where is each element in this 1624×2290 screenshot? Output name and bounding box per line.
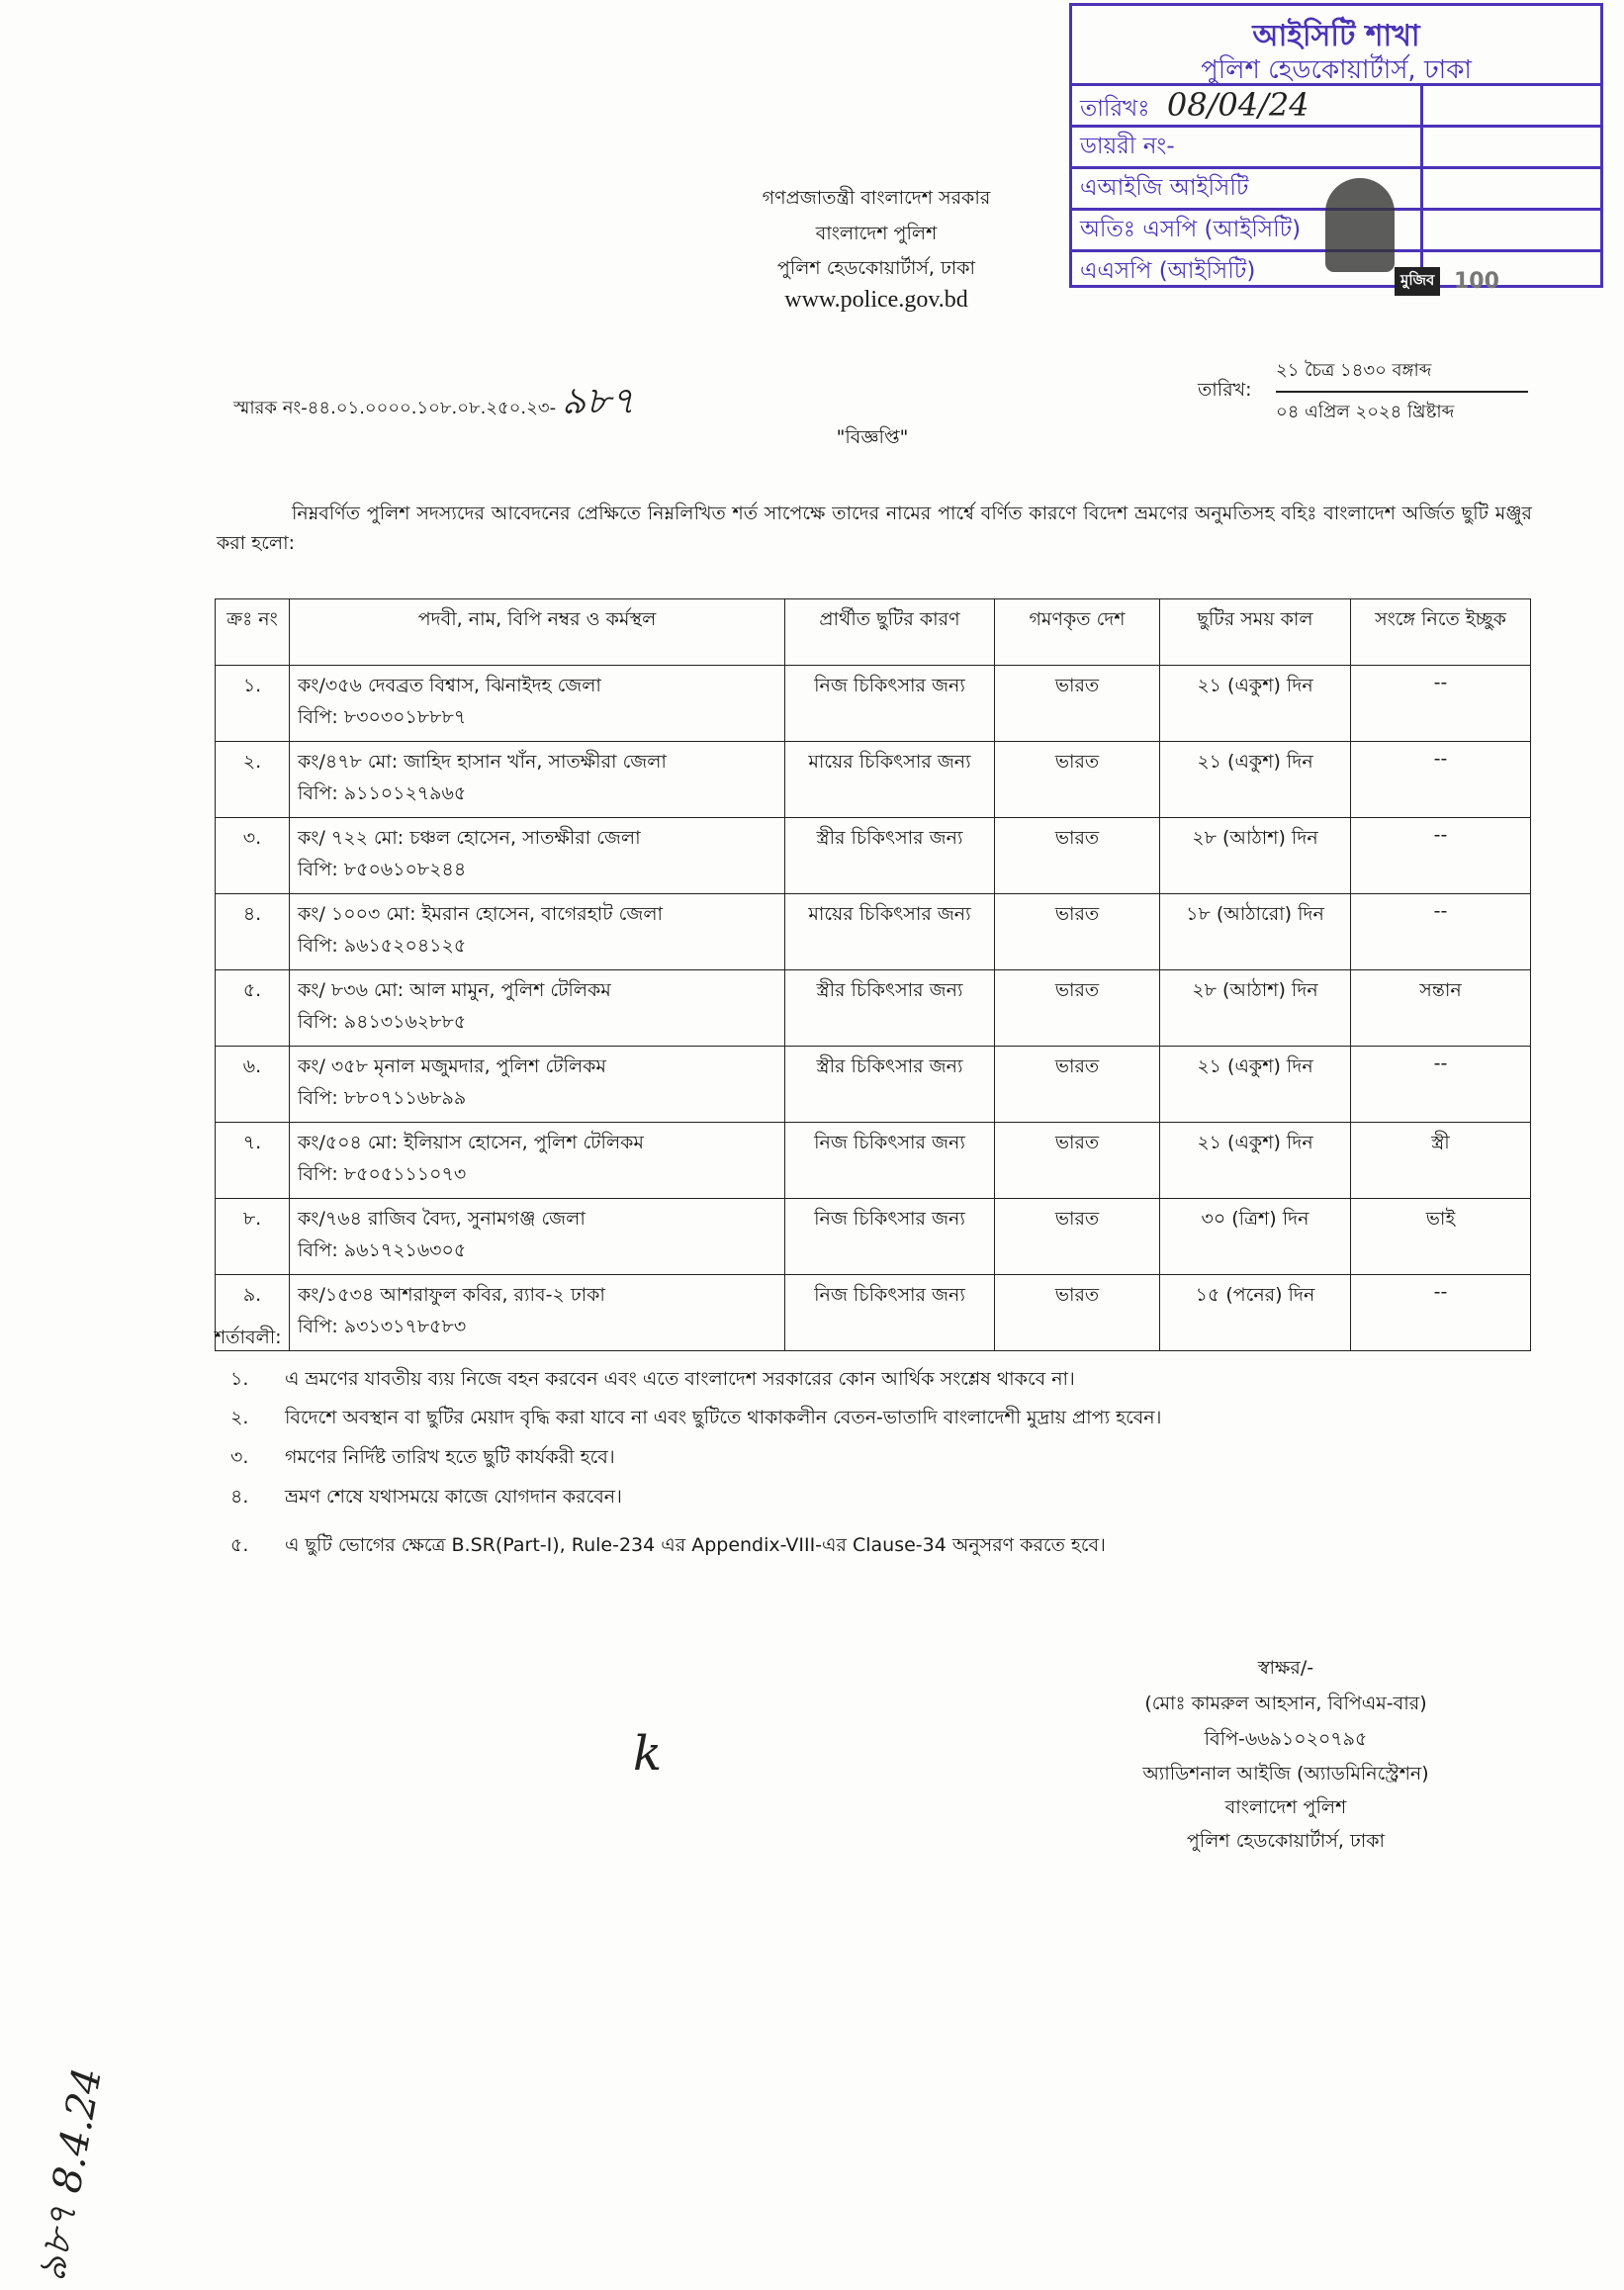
handwritten-date: 08/04/24 — [1166, 86, 1309, 124]
table-row — [216, 818, 1531, 894]
col-country: গমণকৃত দেশ — [995, 599, 1160, 666]
signatory-office: পুলিশ হেডকোয়ার্টার্স, ঢাকা — [1186, 1830, 1386, 1852]
condition-item — [230, 1531, 1106, 1563]
date-label: তারিখ: — [1198, 379, 1252, 401]
cell-name — [290, 1123, 785, 1199]
condition-number: ৪. — [230, 1486, 249, 1508]
condition-text: এ ছুটি ভোগের ক্ষেত্রে B.SR(Part-I), Rule-234 এর Appendix-VIII-এর Clause-34 অনুসরণ করতে হবে। — [285, 1534, 1106, 1556]
member-name: কং/ ৩৫৮ মৃনাল মজুমদার, পুলিশ টেলিকম — [298, 1055, 606, 1077]
table-row — [216, 894, 1531, 970]
header-website[interactable]: www.police.gov.bd — [784, 287, 968, 313]
member-bp: বিপি: ৮৮০৭১১৬৮৯৯ — [298, 1087, 467, 1109]
member-bp: বিপি: ৯৪১৩১৬২৮৮৫ — [298, 1011, 467, 1033]
notice-title: "বিজ্ঞপ্তি" — [836, 426, 909, 448]
cell-duration: ২৮ (আঠাশ) দিন — [1160, 818, 1351, 894]
memo-label: স্মারক নং-৪৪.০১.০০০০.১০৮.০৮.২৫০.২৩- — [233, 398, 557, 418]
member-name: কং/৪৭৮ মো: জাহিদ হাসান খাঁন, সাতক্ষীরা জেলা — [298, 751, 667, 773]
cell-name — [290, 818, 785, 894]
signatory-bp: বিপি-৬৬৯১০২০৭৯৫ — [1204, 1728, 1368, 1750]
member-name: কং/ ১০০৩ মো: ইমরান হোসেন, বাগেরহাট জেলা — [298, 903, 664, 925]
member-bp: বিপি: ৯৩১৩১৭৮৫৮৩ — [298, 1316, 467, 1337]
cell-name — [290, 1047, 785, 1123]
condition-item — [230, 1443, 615, 1475]
date-english: ০৪ এপ্রিল ২০২৪ খ্রিষ্টাব্দ — [1276, 402, 1455, 422]
cell-country: ভারত — [995, 818, 1160, 894]
cell-reason: নিজ চিকিৎসার জন্য — [785, 1275, 995, 1351]
condition-item — [230, 1365, 1075, 1397]
cell-serial: ২. — [216, 742, 290, 818]
signature-signed: স্বাক্ষর/- — [1257, 1657, 1314, 1679]
stamp-row-addl-sp: অতিঃ এসপি (আইসিটি) — [1072, 208, 1600, 247]
stamp-row-diary: ডায়রী নং- — [1072, 125, 1600, 164]
cell-reason: স্ত্রীর চিকিৎসার জন্য — [785, 1047, 995, 1123]
mujib-100-logo: মুজিব 100 — [1315, 237, 1484, 307]
member-name: কং/৩৫৬ দেবব্রত বিশ্বাস, ঝিনাইদহ জেলা — [298, 675, 601, 696]
memo-handwritten-number: ৯৮৭ — [561, 379, 635, 422]
col-serial: ক্রঃ নং — [216, 599, 290, 666]
cell-serial: ৮. — [216, 1199, 290, 1275]
member-bp: বিপি: ৮৩০৩০১৮৮৮৭ — [298, 706, 467, 728]
header-govt: গণপ্রজাতন্ত্রী বাংলাদেশ সরকার — [762, 187, 991, 209]
condition-text: বিদেশে অবস্থান বা ছুটির মেয়াদ বৃদ্ধি করা যাবে না এবং ছুটিতে থাকাকলীন বেতন-ভাতাদি বাংলাদেশী মুদ্রায় প্রাপ্য হবেন। — [285, 1407, 1162, 1428]
member-name: কং/ ৮৩৬ মো: আল মামুন, পুলিশ টেলিকম — [298, 979, 611, 1001]
stamp-row-asp: এএসপি (আইসিটি) — [1072, 249, 1600, 289]
col-duration: ছুটির সময় কাল — [1160, 599, 1351, 666]
cell-serial: ৯. — [216, 1275, 290, 1351]
cell-duration: ২১ (একুশ) দিন — [1160, 1123, 1351, 1199]
member-name: কং/ ৭২২ মো: চঞ্চল হোসেন, সাতক্ষীরা জেলা — [298, 827, 641, 849]
conditions-label: শর্তাবলী: — [215, 1327, 282, 1348]
cell-duration: ১৫ (পনের) দিন — [1160, 1275, 1351, 1351]
col-reason: প্রার্থীত ছুটির কারণ — [785, 599, 995, 666]
leave-table — [215, 598, 1531, 1351]
cell-reason: মায়ের চিকিৎসার জন্য — [785, 742, 995, 818]
table-row — [216, 666, 1531, 742]
cell-companion: -- — [1351, 1275, 1531, 1351]
cell-serial: ৩. — [216, 818, 290, 894]
cell-companion: -- — [1351, 818, 1531, 894]
cell-companion: -- — [1351, 742, 1531, 818]
condition-number: ৫. — [230, 1534, 249, 1556]
cell-name — [290, 1199, 785, 1275]
table-row — [216, 1123, 1531, 1199]
member-name: কং/৫০৪ মো: ইলিয়াস হোসেন, পুলিশ টেলিকম — [298, 1132, 644, 1153]
table-row — [216, 970, 1531, 1047]
cell-reason: নিজ চিকিৎসার জন্য — [785, 1199, 995, 1275]
cell-companion: -- — [1351, 1047, 1531, 1123]
col-companion: সংঙ্গে নিতে ইচ্ছুক — [1351, 599, 1531, 666]
cell-country: ভারত — [995, 1199, 1160, 1275]
cell-duration: ১৮ (আঠারো) দিন — [1160, 894, 1351, 970]
cell-reason: স্ত্রীর চিকিৎসার জন্য — [785, 818, 995, 894]
member-bp: বিপি: ৮৫০৬১০৮২৪৪ — [298, 859, 467, 880]
cell-name — [290, 1275, 785, 1351]
header-police: বাংলাদেশ পুলিশ — [815, 223, 938, 244]
condition-text: গমণের নির্দিষ্ট তারিখ হতে ছুটি কার্যকরী হবে। — [285, 1446, 615, 1468]
cell-duration: ২১ (একুশ) দিন — [1160, 742, 1351, 818]
cell-serial: ১. — [216, 666, 290, 742]
intro-paragraph: নিম্নবর্ণিত পুলিশ সদস্যদের আবেদনের প্রেক্ষিতে নিম্নলিখিত শর্ত সাপেক্ষে তাদের নামের পার্শ্বে বর্ণিত কারণে বিদেশ ভ্রমণের অনুমতিসহ বহিঃ বাংলাদেশ অর্জিত ছুটি মঞ্জুর করা হলো: — [217, 503, 1532, 554]
cell-duration: ২১ (একুশ) দিন — [1160, 666, 1351, 742]
cell-country: ভারত — [995, 1047, 1160, 1123]
col-name: পদবী, নাম, বিপি নম্বর ও কর্মস্থল — [290, 599, 785, 666]
cell-name — [290, 970, 785, 1047]
cell-serial: ৫. — [216, 970, 290, 1047]
cell-serial: ৭. — [216, 1123, 290, 1199]
cell-country: ভারত — [995, 1275, 1160, 1351]
condition-number: ৩. — [230, 1446, 249, 1468]
cell-reason: নিজ চিকিৎসার জন্য — [785, 1123, 995, 1199]
member-name: কং/১৫৩৪ আশরাফুল কবির, র‍্যাব-২ ঢাকা — [298, 1284, 605, 1306]
signatory-designation: অ্যাডিশনাল আইজি (অ্যাডমিনিস্ট্রেশন) — [1142, 1763, 1429, 1785]
stamp-title: আইসিটি শাখা — [1252, 19, 1420, 53]
table-row — [216, 1047, 1531, 1123]
cell-companion: স্ত্রী — [1351, 1123, 1531, 1199]
cell-name — [290, 742, 785, 818]
condition-item — [230, 1483, 622, 1514]
memo-number — [233, 372, 635, 435]
member-bp: বিপি: ৯৬১৫২০৪১২৫ — [298, 935, 467, 957]
condition-text: ভ্রমণ শেষে যথাসময়ে কাজে যোগদান করবেন। — [285, 1486, 622, 1508]
table-row — [216, 742, 1531, 818]
cell-companion: -- — [1351, 666, 1531, 742]
member-name: কং/৭৬৪ রাজিব বৈদ্য, সুনামগঞ্জ জেলা — [298, 1208, 586, 1230]
cell-duration: ৩০ (ত্রিশ) দিন — [1160, 1199, 1351, 1275]
cell-reason: মায়ের চিকিৎসার জন্য — [785, 894, 995, 970]
stamp-row-date — [1072, 83, 1600, 123]
cell-country: ভারত — [995, 666, 1160, 742]
cell-country: ভারত — [995, 894, 1160, 970]
cell-name — [290, 894, 785, 970]
signatory-name: (মোঃ কামরুল আহসান, বিপিএম-বার) — [1144, 1693, 1427, 1714]
cell-name — [290, 666, 785, 742]
cell-reason: নিজ চিকিৎসার জন্য — [785, 666, 995, 742]
handwritten-mark: k — [633, 1726, 663, 1782]
cell-duration: ২৮ (আঠাশ) দিন — [1160, 970, 1351, 1047]
member-bp: বিপি: ৯১১০১২৭৯৬৫ — [298, 782, 467, 804]
cell-country: ভারত — [995, 742, 1160, 818]
table-row — [216, 1199, 1531, 1275]
cell-country: ভারত — [995, 970, 1160, 1047]
member-bp: বিপি: ৯৬১৭২১৬৩০৫ — [298, 1239, 467, 1261]
cell-country: ভারত — [995, 1123, 1160, 1199]
stamp-row-aig: এআইজি আইসিটি — [1072, 166, 1600, 206]
cell-serial: ৬. — [216, 1047, 290, 1123]
date-bangla: ২১ চৈত্র ১৪৩০ বঙ্গাব্দ — [1276, 356, 1528, 393]
table-row — [216, 1275, 1531, 1351]
signatory-org: বাংলাদেশ পুলিশ — [1224, 1796, 1347, 1818]
stamp-row-label: তারিখঃ — [1080, 96, 1150, 122]
condition-number: ১. — [230, 1368, 249, 1390]
cell-reason: স্ত্রীর চিকিৎসার জন্য — [785, 970, 995, 1047]
condition-number: ২. — [230, 1407, 249, 1428]
cell-duration: ২১ (একুশ) দিন — [1160, 1047, 1351, 1123]
header-hq: পুলিশ হেডকোয়ার্টার্স, ঢাকা — [776, 257, 976, 279]
cell-companion: ভাই — [1351, 1199, 1531, 1275]
handwritten-margin-note: ৯৮৭ 8.4.24 — [28, 2063, 111, 2285]
condition-item — [230, 1404, 1161, 1435]
cell-companion: সন্তান — [1351, 970, 1531, 1047]
cell-serial: ৪. — [216, 894, 290, 970]
condition-text: এ ভ্রমণের যাবতীয় ব্যয় নিজে বহন করবেন এবং এতে বাংলাদেশ সরকারের কোন আর্থিক সংশ্লেষ থাকবে না। — [285, 1368, 1075, 1390]
member-bp: বিপি: ৮৫০৫১১১০৭৩ — [298, 1163, 467, 1185]
cell-companion: -- — [1351, 894, 1531, 970]
stamp-subtitle: পুলিশ হেডকোয়ার্টার্স, ঢাকা — [1201, 55, 1472, 85]
table-header-row — [216, 599, 1531, 666]
